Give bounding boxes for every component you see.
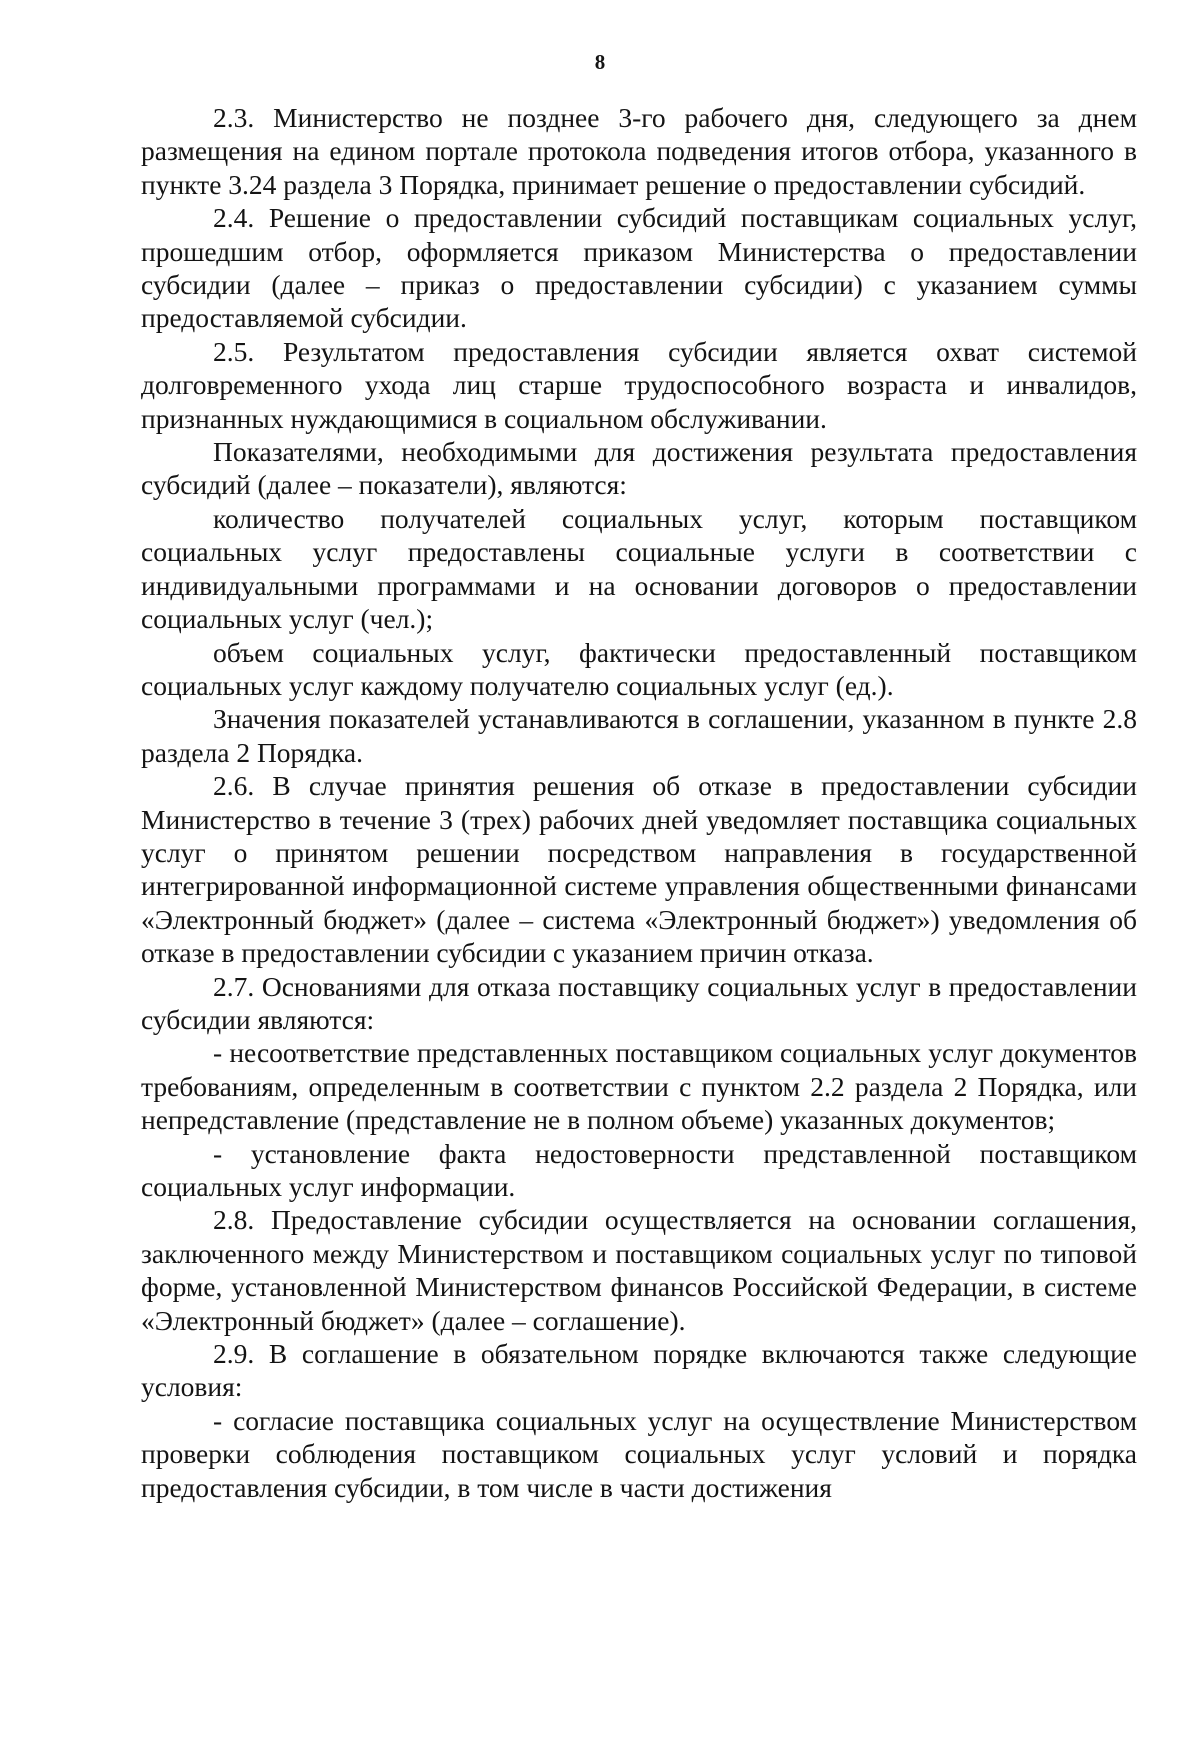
paragraph-2-8: 2.8. Предоставление субсидии осуществляется на основании соглашения, заключенного между Министерством и поставщиком социальных услуг по типовой форме, установленной Министерством финансов Российской Федерации, в системе «Электронный бюджет» (далее – соглашение).: [141, 1204, 1137, 1336]
paragraph-indicator-recipients: количество получателей социальных услуг, которым поставщиком социальных услуг предоставлены социальные услуги в соответствии с индивидуальными программами и на основании договоров о предоставлении социальных услуг (чел.);: [141, 502, 1137, 635]
paragraph-refusal-reason-2: - установление факта недостоверности представленной поставщиком социальных услуг информации.: [141, 1137, 1137, 1202]
paragraph-indicators-intro: Показателями, необходимыми для достижения результата предоставления субсидий (далее – показатели), являются:: [141, 436, 1137, 501]
paragraph-2-7: 2.7. Основаниями для отказа поставщику социальных услуг в предоставлении субсидии являются:: [141, 970, 1137, 1035]
paragraph-indicator-volume: объем социальных услуг, фактически предоставленный поставщиком социальных услуг каждому получателю социальных услуг (ед.).: [141, 636, 1137, 701]
paragraph-2-6: 2.6. В случае принятия решения об отказе в предоставлении субсидии Министерство в течение 3 (трех) рабочих дней уведомляет поставщика социальных услуг о принятом решении посредством направления в государственной интегрированной информационной системе управления общественными финансами «Электронный бюджет» (далее – система «Электронный бюджет») уведомления об отказе в предоставлении субсидии с указанием причин отказа.: [141, 770, 1137, 969]
paragraph-condition-1: - согласие поставщика социальных услуг на осуществление Министерством проверки соблюдения поставщиком социальных услуг условий и порядка предоставления субсидии, в том числе в части достижения: [141, 1404, 1137, 1503]
document-body: [141, 101, 1137, 1504]
paragraph-refusal-reason-1: - несоответствие представленных поставщиком социальных услуг документов требованиям, определенным в соответствии с пунктом 2.2 раздела 2 Порядка, или непредставление (представление не в полном объеме) указанных документов;: [141, 1037, 1137, 1136]
paragraph-2-9: 2.9. В соглашение в обязательном порядке включаются также следующие условия:: [141, 1338, 1137, 1403]
paragraph-2-4: 2.4. Решение о предоставлении субсидий поставщикам социальных услуг, прошедшим отбор, оформляется приказом Министерства о предоставлении субсидии (далее – приказ о предоставлении субсидии) с указанием суммы предоставляемой субсидии.: [141, 202, 1137, 334]
paragraph-2-3: 2.3. Министерство не позднее 3-го рабочего дня, следующего за днем размещения на едином портале протокола подведения итогов отбора, указанного в пункте 3.24 раздела 3 Порядка, принимает решение о предоставлении субсидий.: [141, 102, 1137, 200]
paragraph-indicator-values: Значения показателей устанавливаются в соглашении, указанном в пункте 2.8 раздела 2 Порядка.: [141, 703, 1137, 768]
paragraph-2-5: 2.5. Результатом предоставления субсидии является охват системой долговременного ухода лиц старше трудоспособного возраста и инвалидов, признанных нуждающимися в социальном обслуживании.: [141, 335, 1137, 434]
page-number: 8: [594, 50, 606, 74]
